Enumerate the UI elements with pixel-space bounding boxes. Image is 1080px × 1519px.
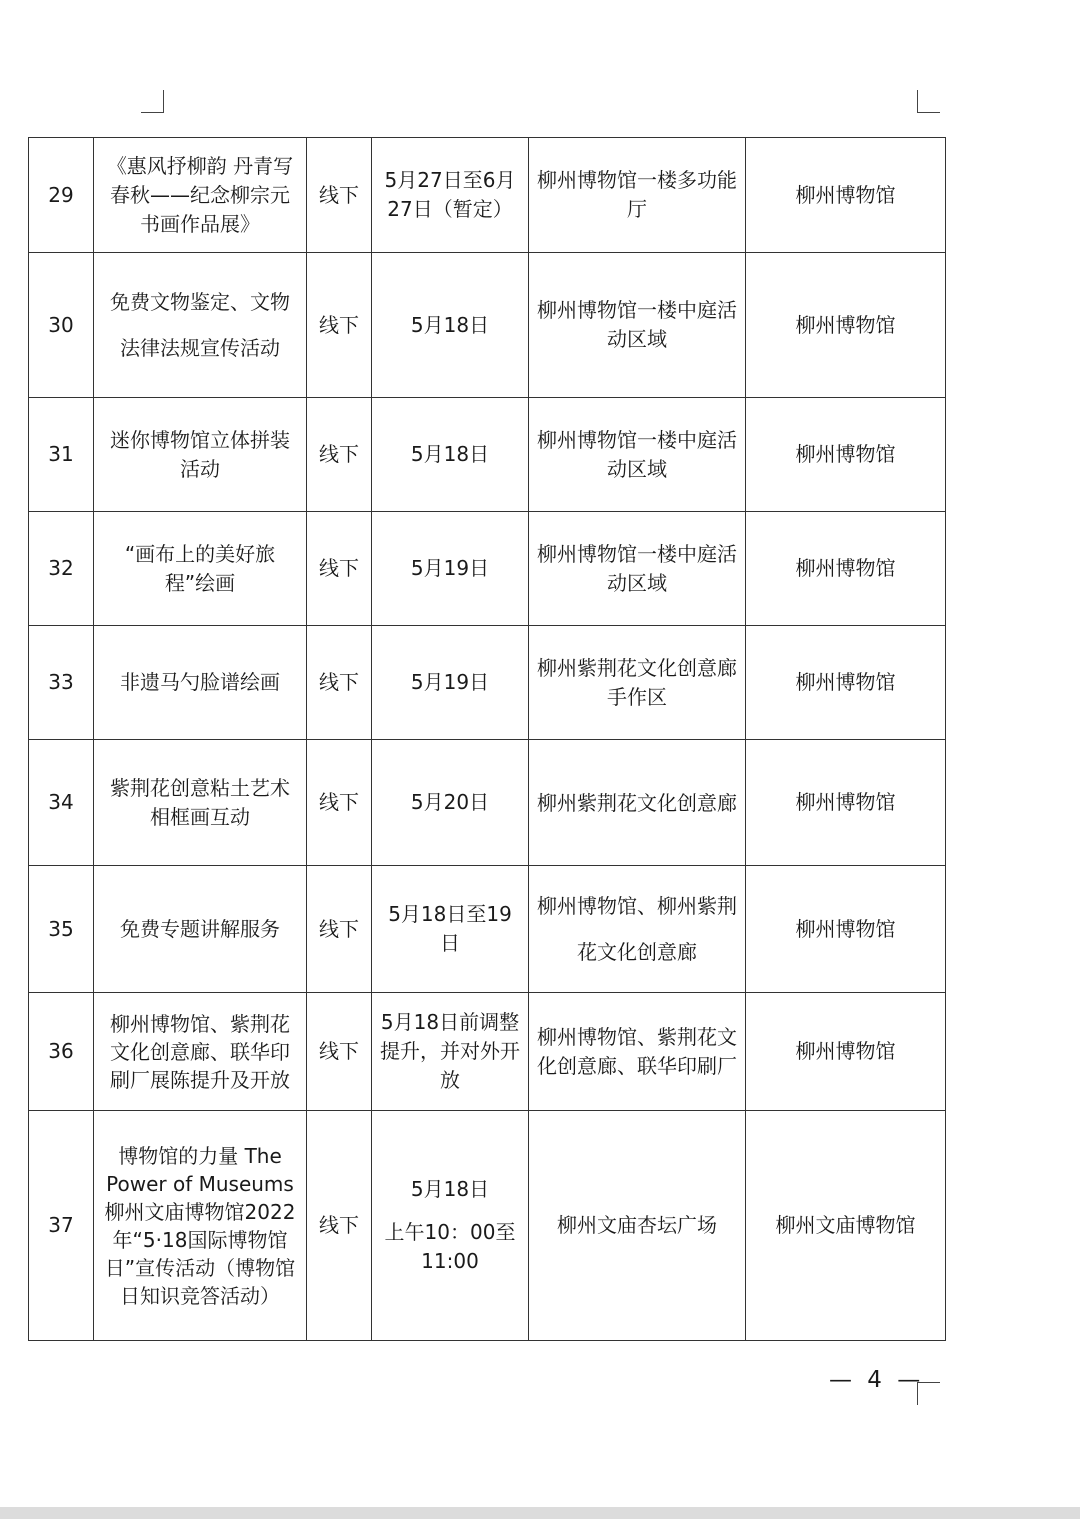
- row-number: 33: [29, 626, 94, 740]
- table-row: [29, 740, 946, 866]
- row-number: 35: [29, 866, 94, 993]
- table-row: [29, 866, 946, 993]
- activity-mode: 线下: [307, 253, 372, 398]
- activity-venue: 柳州紫荆花文化创意廊: [529, 740, 746, 866]
- activity-mode: 线下: [307, 866, 372, 993]
- activity-organizer: 柳州博物馆: [746, 626, 946, 740]
- row-number: 32: [29, 512, 94, 626]
- activity-time: 5月18日: [372, 398, 529, 512]
- activity-name: 博物馆的力量 The Power of Museums 柳州文庙博物馆2022年“5·18国际博物馆日”宣传活动（博物馆日知识竞答活动）: [94, 1111, 307, 1341]
- activity-venue: 柳州博物馆一楼多功能厅: [529, 138, 746, 253]
- activity-mode: 线下: [307, 740, 372, 866]
- activity-time: 5月18日: [410, 1177, 490, 1201]
- activity-venue: 柳州紫荆花文化创意廊手作区: [529, 626, 746, 740]
- activity-venue: 柳州博物馆一楼中庭活动区域: [529, 398, 746, 512]
- activity-mode: 线下: [307, 512, 372, 626]
- activity-table: [28, 137, 946, 1341]
- page-number: — 4 —: [829, 1367, 925, 1393]
- activity-mode: 线下: [307, 138, 372, 253]
- activity-organizer: 柳州文庙博物馆: [746, 1111, 946, 1341]
- activity-time: 5月19日: [372, 512, 529, 626]
- row-number: 37: [29, 1111, 94, 1341]
- activity-time: 5月27日至6月27日（暂定）: [372, 138, 529, 253]
- activity-name: 非遗马勺脸谱绘画: [94, 626, 307, 740]
- activity-name: 紫荆花创意粘土艺术相框画互动: [94, 740, 307, 866]
- bottom-scroll-bar: [0, 1507, 1080, 1519]
- activity-organizer: 柳州博物馆: [746, 740, 946, 866]
- activity-time: 5月18日至19日: [372, 866, 529, 993]
- activity-time: 5月18日前调整提升，并对外开放: [372, 993, 529, 1111]
- activity-name: 免费文物鉴定、文物法律法规宣传活动: [94, 253, 307, 398]
- crop-mark-top-right: [917, 90, 940, 113]
- table-row: [29, 138, 946, 253]
- activity-mode: 线下: [307, 993, 372, 1111]
- row-number: 29: [29, 138, 94, 253]
- activity-name: 柳州博物馆、紫荆花文化创意廊、联华印刷厂展陈提升及开放: [94, 993, 307, 1111]
- row-number: 34: [29, 740, 94, 866]
- activity-time-cell: [372, 1111, 529, 1341]
- activity-name: 《惠风抒柳韵 丹青写春秋——纪念柳宗元书画作品展》: [94, 138, 307, 253]
- activity-name: 迷你博物馆立体拼装活动: [94, 398, 307, 512]
- table-row: [29, 993, 946, 1111]
- activity-name: 免费专题讲解服务: [94, 866, 307, 993]
- activity-time: 5月18日: [372, 253, 529, 398]
- activity-time-detail: 上午10：00至11:00: [384, 1220, 516, 1273]
- activity-venue: 柳州文庙杏坛广场: [529, 1111, 746, 1341]
- row-number: 30: [29, 253, 94, 398]
- activity-venue: 柳州博物馆、柳州紫荆花文化创意廊: [529, 866, 746, 993]
- activity-mode: 线下: [307, 626, 372, 740]
- table-row: [29, 253, 946, 398]
- crop-mark-top-left: [141, 90, 164, 113]
- activity-organizer: 柳州博物馆: [746, 398, 946, 512]
- table-row: [29, 512, 946, 626]
- activity-mode: 线下: [307, 398, 372, 512]
- activity-organizer: 柳州博物馆: [746, 866, 946, 993]
- table-row: [29, 626, 946, 740]
- table-row: [29, 1111, 946, 1341]
- row-number: 31: [29, 398, 94, 512]
- activity-venue: 柳州博物馆一楼中庭活动区域: [529, 253, 746, 398]
- activity-organizer: 柳州博物馆: [746, 138, 946, 253]
- activity-organizer: 柳州博物馆: [746, 253, 946, 398]
- activity-time: 5月19日: [372, 626, 529, 740]
- activity-organizer: 柳州博物馆: [746, 993, 946, 1111]
- activity-organizer: 柳州博物馆: [746, 512, 946, 626]
- activity-name: “画布上的美好旅程”绘画: [94, 512, 307, 626]
- activity-venue: 柳州博物馆、紫荆花文化创意廊、联华印刷厂: [529, 993, 746, 1111]
- activity-mode: 线下: [307, 1111, 372, 1341]
- row-number: 36: [29, 993, 94, 1111]
- activity-venue: 柳州博物馆一楼中庭活动区域: [529, 512, 746, 626]
- activity-time: 5月20日: [372, 740, 529, 866]
- table-row: [29, 398, 946, 512]
